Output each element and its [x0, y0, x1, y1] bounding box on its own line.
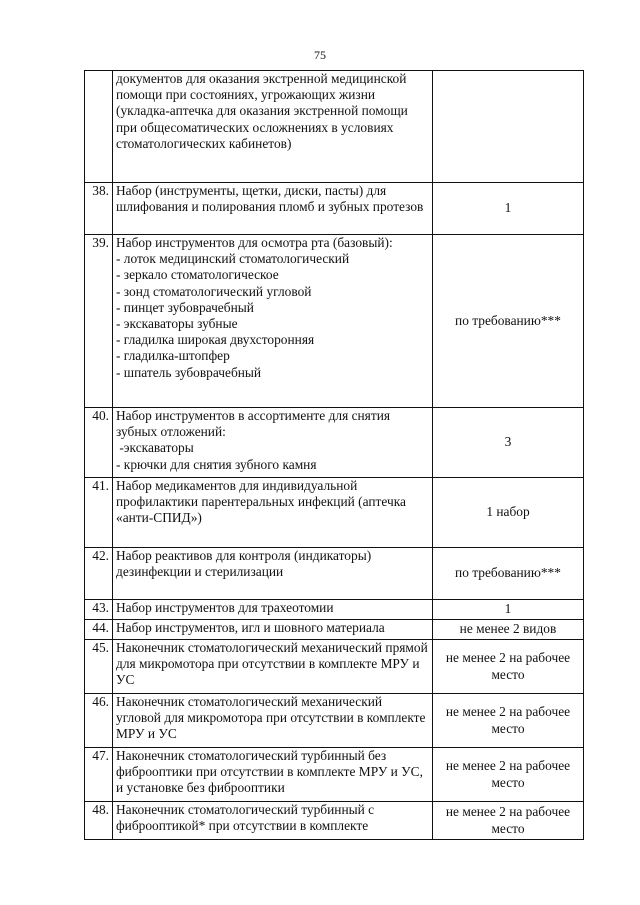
item-quantity: 1 — [433, 600, 584, 620]
table-row — [85, 478, 584, 548]
row-number: 46. — [85, 694, 113, 748]
sub-item: - гладилка широкая двухсторонняя — [116, 332, 315, 348]
row-number: 42. — [85, 548, 113, 600]
sub-item: - крючки для снятия зубного камня — [116, 456, 317, 472]
table-row — [85, 694, 584, 748]
item-name: Наконечник стоматологический механический прямой для микромотора при отсутствии в комплекте МРУ и УС — [113, 640, 433, 694]
sub-item: - пинцет зубоврачебный — [116, 299, 254, 315]
row-number — [85, 71, 113, 183]
item-name: Наконечник стоматологический турбинный с фиброоптикой* при отсутствии в комплекте — [113, 802, 433, 840]
row-number: 45. — [85, 640, 113, 694]
equipment-table — [84, 70, 584, 840]
page-number: 75 — [314, 48, 326, 62]
row-number: 40. — [85, 408, 113, 478]
table-row — [85, 748, 584, 802]
item-quantity: не менее 2 на рабочее место — [433, 640, 584, 694]
item-name: Набор (инструменты, щетки, диски, пасты) для шлифования и полирования пломб и зубных протезов — [113, 183, 433, 235]
item-quantity: не менее 2 на рабочее место — [433, 694, 584, 748]
item-name: Набор реактивов для контроля (индикаторы) дезинфекции и стерилизации — [113, 548, 433, 600]
item-quantity: не менее 2 видов — [433, 620, 584, 640]
sub-item: - зеркало стоматологическое — [116, 267, 279, 283]
item-name: Наконечник стоматологический механический угловой для микромотора при отсутствии в комплекте МРУ и УС — [113, 694, 433, 748]
item-quantity — [433, 71, 584, 183]
table-row — [85, 620, 584, 640]
item-name: Набор инструментов для осмотра рта (базовый): — [116, 235, 393, 250]
item-quantity: 1 набор — [433, 478, 584, 548]
row-number: 48. — [85, 802, 113, 840]
item-quantity: 1 — [433, 183, 584, 235]
sub-item: - шпатель зубоврачебный — [116, 364, 262, 380]
sub-item: - гладилка-штопфер — [116, 348, 230, 364]
item-name: Наконечник стоматологический турбинный без фиброоптики при отсутствии в комплекте МРУ и УС, и установке без фиброоптики — [113, 748, 433, 802]
table-row — [85, 802, 584, 840]
table-row — [85, 600, 584, 620]
row-number: 38. — [85, 183, 113, 235]
row-number: 41. — [85, 478, 113, 548]
item-quantity: по требованию*** — [433, 548, 584, 600]
row-number: 44. — [85, 620, 113, 640]
sub-item: - зонд стоматологический угловой — [116, 283, 312, 299]
table-row — [85, 408, 584, 478]
table-row — [85, 235, 584, 408]
item-quantity: 3 — [433, 408, 584, 478]
item-quantity: не менее 2 на рабочее место — [433, 748, 584, 802]
row-number: 43. — [85, 600, 113, 620]
table-row — [85, 548, 584, 600]
item-name-cell — [113, 408, 433, 478]
row-number: 39. — [85, 235, 113, 408]
table-row — [85, 71, 584, 183]
item-name: Набор инструментов для трахеотомии — [113, 600, 433, 620]
item-quantity: по требованию*** — [433, 235, 584, 408]
item-name-cell — [113, 235, 433, 408]
item-name: Набор инструментов в ассортименте для снятия зубных отложений: — [116, 408, 391, 440]
item-name: документов для оказания экстренной медицинской помощи при состояниях, угрожающих жизни (укладка-аптечка для оказания экстренной помощи при общесоматических осложнениях в условиях стоматологических кабинетов) — [113, 71, 433, 183]
sub-item: -экскаваторы — [116, 440, 194, 456]
table-row — [85, 183, 584, 235]
row-number: 47. — [85, 748, 113, 802]
item-name: Набор инструментов, игл и шовного материала — [113, 620, 433, 640]
item-quantity: не менее 2 на рабочее место — [433, 802, 584, 840]
table-row — [85, 640, 584, 694]
item-name: Набор медикаментов для индивидуальной профилактики парентеральных инфекций (аптечка «анти-СПИД») — [113, 478, 433, 548]
sub-item: - экскаваторы зубные — [116, 316, 238, 332]
sub-item: - лоток медицинский стоматологический — [116, 251, 350, 267]
